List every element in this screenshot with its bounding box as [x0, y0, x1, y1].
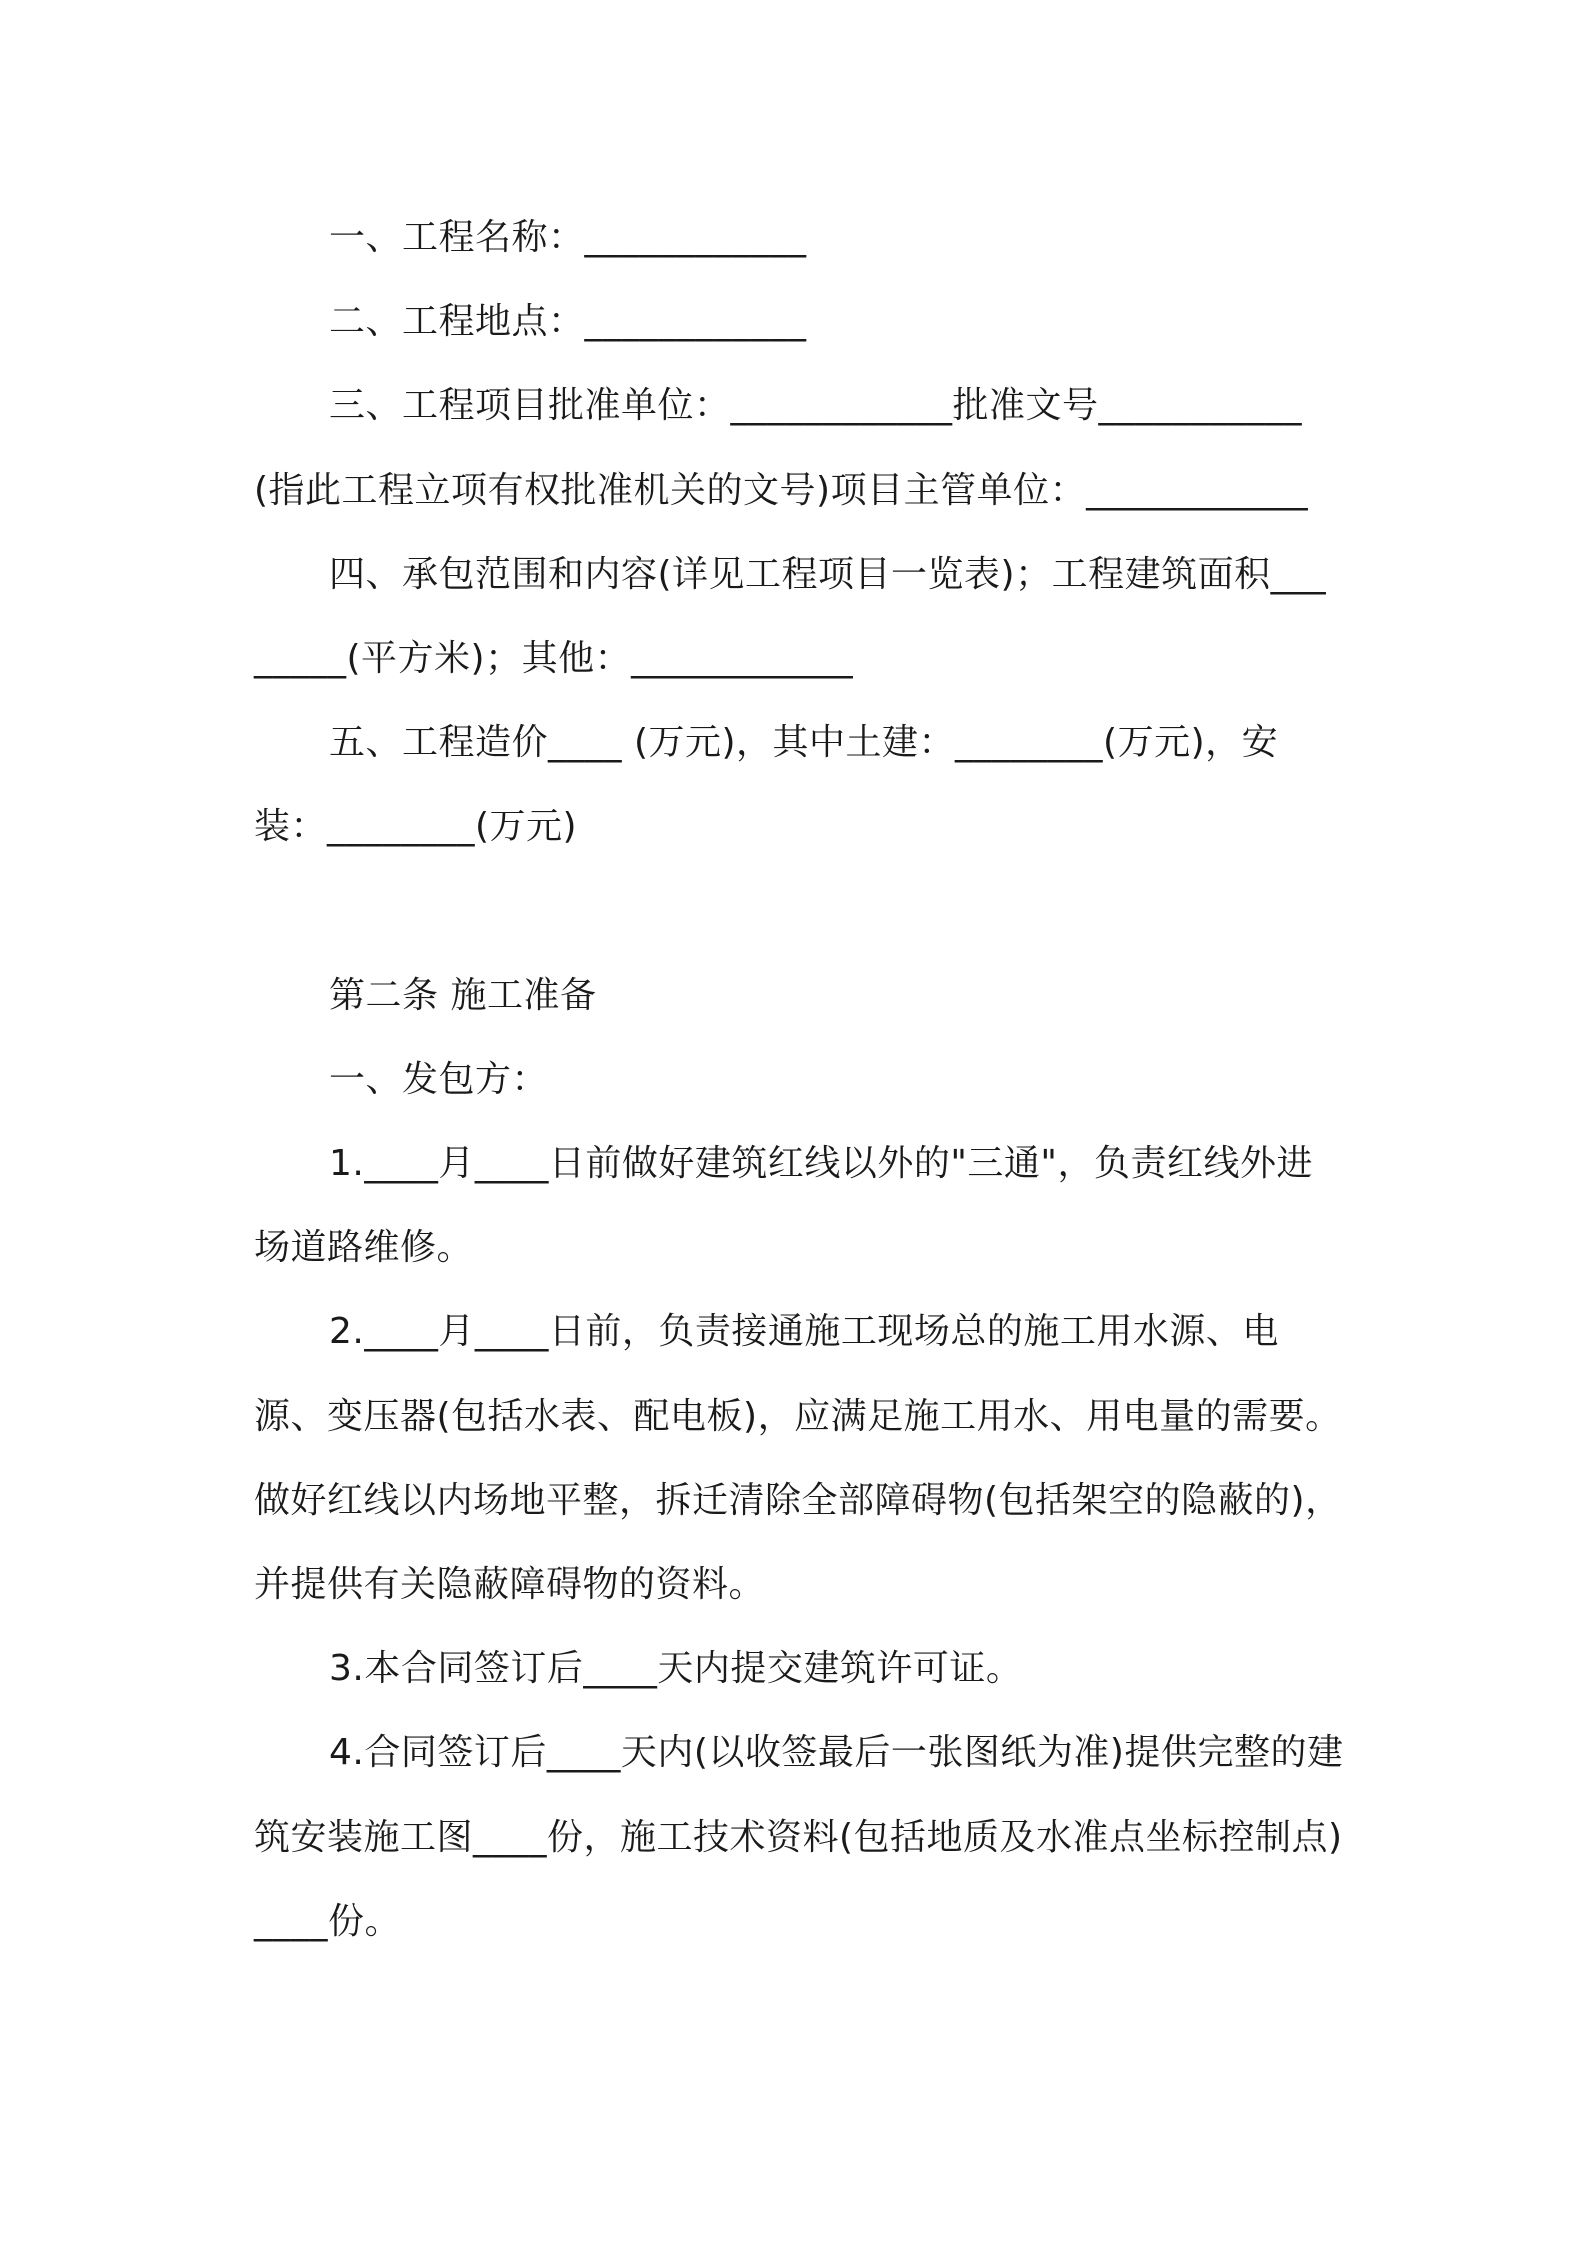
article-heading: 第二条 施工准备: [329, 974, 597, 1016]
cost-paragraph: 五、工程造价____ (万元)，其中土建：________(万元)，安装：________(万元): [254, 722, 1279, 848]
project-name-line: 一、工程名称：____________: [329, 217, 807, 258]
scope-paragraph: 四、承包范围和内容(详见工程项目一览表)；工程建筑面积________(平方米)；其他：____________: [254, 553, 1327, 680]
clause-4: 4.合同签订后____天内(以收签最后一张图纸为准)提供完整的建筑安装施工图____份，施工技术资料(包括地质及水准点坐标控制点)____份。: [254, 1732, 1344, 1942]
project-location-line: 二、工程地点：____________: [329, 301, 807, 343]
document-body: [254, 196, 1344, 1964]
clause-3: 3.本合同签订后____天内提交建筑许可证。: [329, 1648, 1023, 1690]
approval-unit-paragraph: 三、工程项目批准单位：____________批准文号___________(指此工程立项有权批准机关的文号)项目主管单位：____________: [254, 385, 1309, 511]
section-spacer: [254, 870, 1344, 954]
clause-1: 1.____月____日前做好建筑红线以外的"三通"，负责红线外进场道路维修。: [254, 1143, 1313, 1269]
employer-subheading: 一、发包方：: [329, 1058, 549, 1100]
clause-2: 2.____月____日前，负责接通施工现场总的施工用水源、电源、变压器(包括水表、配电板)，应满足施工用水、用电量的需要。做好红线以内场地平整，拆迁清除全部障碍物(包括架空的隐蔽的)，并提供有关隐蔽障碍物的资料。: [254, 1311, 1342, 1606]
